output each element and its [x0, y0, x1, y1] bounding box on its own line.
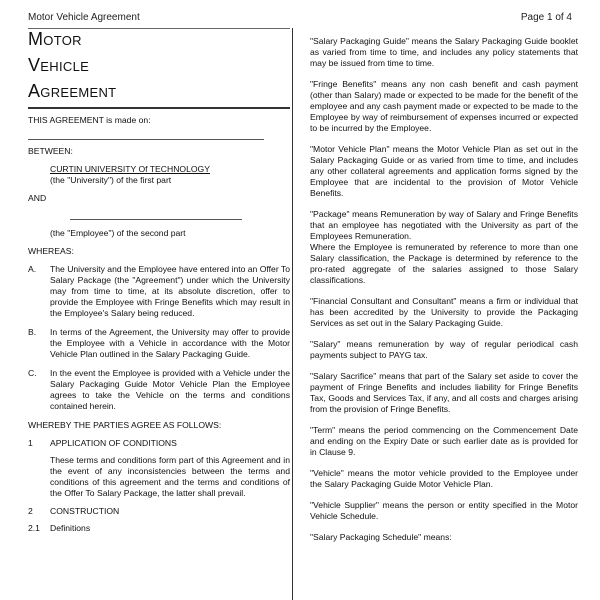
- left-column: [28, 26, 290, 540]
- section-title: Definitions: [50, 523, 91, 533]
- definition-salary-sacrifice: "Salary Sacrifice" means that part of the Salary set aside to cover the payment of Fringe Benefits and includes liability for Fringe Benefits Tax, Goods and Services Tax, if any, and all costs and charges arising from the provision of Fringe Benefits.: [310, 371, 578, 414]
- section-number: 2.1: [28, 523, 40, 533]
- section-2-1-heading: [28, 523, 290, 534]
- date-signature-line: [28, 133, 264, 140]
- whereby-label: WHEREBY THE PARTIES AGREE AS FOLLOWS:: [28, 420, 222, 430]
- page-number: Page 1 of 4: [520, 12, 572, 23]
- recital-number: B.: [28, 327, 37, 337]
- right-column: [310, 36, 578, 553]
- recital-a: [28, 264, 290, 319]
- recital-number: C.: [28, 368, 37, 378]
- recital-text: The University and the Employee have entered into an Offer To Salary Package (the "Agreement") under which the University may from time to time, at its absolute discretion, offer to provide the Employee with Fringe Benefits which may result in the Employee's Salary being reduced.: [50, 264, 290, 318]
- and-label: AND: [28, 193, 47, 203]
- employee-name-line: [70, 211, 242, 220]
- title-line-1: Motor: [28, 29, 82, 49]
- section-number: 1: [28, 438, 33, 448]
- header-doc-title: Motor Vehicle Agreement: [28, 12, 140, 23]
- section-1-body: These terms and conditions form part of this Agreement and in the event of any inconsistencies between the terms and conditions of this agreement and the terms and conditions of the Offer To Salary Package, the latter shall prevail.: [50, 455, 290, 498]
- section-title: CONSTRUCTION: [50, 506, 120, 516]
- recital-b: [28, 327, 290, 360]
- definition-term: "Term" means the period commencing on the Commencement Date and ending on the Expiry Date or such earlier date as is provided for in Clause 9.: [310, 425, 578, 457]
- definition-salary-packaging-schedule: "Salary Packaging Schedule" means:: [310, 532, 452, 542]
- definition-package-continued: Where the Employee is remunerated by reference to more than one Salary classification, the Package is determined by reference to the pro-rated aggregate of the salaries assigned to those Salary classifications.: [310, 242, 578, 285]
- recital-c: [28, 368, 290, 412]
- title-line-3: Agreement: [28, 81, 117, 101]
- section-1-heading: [28, 438, 290, 449]
- definition-fringe-benefits: "Fringe Benefits" means any non cash benefit and cash payment (other than Salary) made or expected to be made for the benefit of the employee and any cash payment made or expected to be made to the Employee by way of reimbursement of expenses incurred or expected to be incurred by the Employee.: [310, 79, 578, 133]
- university-party-text: (the "University") of the first part: [50, 175, 172, 185]
- definition-package: "Package" means Remuneration by way of Salary and Fringe Benefits that an employee has negotiated with the University as part of the Employees Remuneration.: [310, 209, 578, 241]
- recital-text: In terms of the Agreement, the University may offer to provide the Employee with a Vehicle in accordance with the Motor Vehicle Plan outlined in the Salary Packaging Guide.: [50, 327, 290, 359]
- column-divider: [292, 28, 293, 600]
- between-label: BETWEEN:: [28, 146, 73, 156]
- definition-motor-vehicle-plan: "Motor Vehicle Plan" means the Motor Vehicle Plan as set out in the Salary Packaging Guide or as varied from time to time, and includes any other collateral agreements and application forms signed by the Employee that are incidental to the provision of Motor Vehicle Benefits.: [310, 144, 578, 198]
- agreement-date-label: THIS AGREEMENT is made on:: [28, 115, 151, 125]
- section-number: 2: [28, 506, 33, 516]
- document-title: [28, 26, 290, 109]
- section-title: APPLICATION OF CONDITIONS: [50, 438, 177, 448]
- definition-financial-consultant: "Financial Consultant and Consultant" means a firm or individual that has been accredited by the University to provide the Packaging Services as set out in the Salary Packaging Guide.: [310, 296, 578, 328]
- employee-party-text: (the "Employee") of the second part: [50, 228, 186, 238]
- definition-salary-packaging-guide: "Salary Packaging Guide" means the Salary Packaging Guide booklet as varied from time to time, and includes any policy statements that may be issued from time to time.: [310, 36, 578, 68]
- definition-salary: "Salary" means remuneration by way of regular periodical cash payments subject to PAYG tax.: [310, 339, 578, 360]
- definition-vehicle: "Vehicle" means the motor vehicle provided to the Employee under the Salary Packaging Guide Motor Vehicle Plan.: [310, 468, 578, 489]
- page-header: [28, 12, 572, 25]
- recital-text: In the event the Employee is provided with a Vehicle under the Salary Packaging Guide Motor Vehicle Plan the Employee agrees to take the Vehicle on the terms and conditions contained herein.: [50, 368, 290, 411]
- whereas-label: WHEREAS:: [28, 246, 74, 256]
- recital-number: A.: [28, 264, 37, 274]
- university-name: CURTIN UNIVERSITY Of TECHNOLOGY: [50, 164, 210, 174]
- section-2-heading: [28, 506, 290, 517]
- definition-vehicle-supplier: "Vehicle Supplier" means the person or entity specified in the Motor Vehicle Schedule.: [310, 500, 578, 521]
- title-line-2: Vehicle: [28, 55, 90, 75]
